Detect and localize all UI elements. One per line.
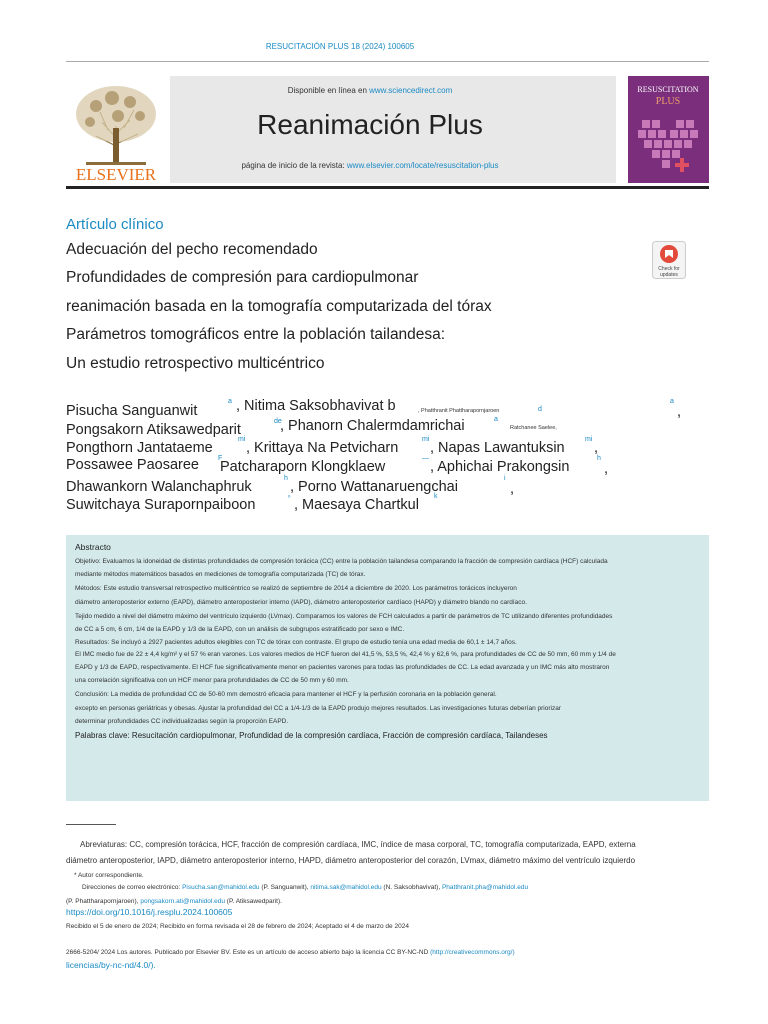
affiliation-marker[interactable]: — (422, 455, 429, 462)
title-line: Profundidades de compresión para cardiopulmonar (66, 269, 419, 286)
title-line: Adecuación del pecho recomendado (66, 241, 318, 258)
abstract-line: determinar profundidades CC individualizadas según la proporción EAPD. (75, 718, 289, 725)
email-line (82, 884, 528, 891)
affiliation-marker[interactable]: mi (585, 436, 593, 443)
available-online (170, 86, 570, 95)
cover-title-2: PLUS (655, 96, 681, 107)
abstract-line: una correlación significativa con un HCF menor para profundidades de CC de 50 mm y 60 mm. (75, 677, 349, 684)
affiliation-marker[interactable]: h (284, 475, 288, 482)
license-line (66, 949, 515, 956)
email-owner: (P. Sanguanwit), (259, 884, 311, 891)
abstract-heading: Abstracto (75, 542, 111, 552)
elsevier-logo (66, 76, 166, 184)
abstract-line: mediante métodos matemáticos basados en mediciones de tomografía computarizada (TC) de tórax. (75, 571, 366, 578)
affiliation-marker[interactable]: h (597, 455, 601, 462)
author-name-small: , Phatthranit Phattharapornjaroen (418, 408, 500, 414)
sciencedirect-link[interactable]: www.sciencedirect.com (369, 86, 453, 95)
license-text: 2666-5204/ 2024 Los autores. Publicado por Elsevier BV. Este es un artículo de acceso abierto bajo la licencia CC BY-NC-ND (66, 949, 431, 956)
abbreviations-line: Abreviaturas: CC, compresión torácica, HCF, fracción de compresión cardíaca, IMC, índice de masa corporal, TC, tomografía computarizada, EAPD, externa (80, 840, 636, 849)
corresponding-author-note: * Autor correspondiente. (74, 872, 144, 879)
doi-link[interactable]: https://doi.org/10.1016/j.resplu.2024.100605 (66, 907, 233, 917)
cover-title-1: RESUSCITATION (637, 85, 699, 94)
header-top-rule (66, 61, 709, 62)
email-owner: (N. Saksobhavivat), (381, 884, 442, 891)
separator: , (604, 461, 609, 477)
affiliation-marker[interactable]: mi (238, 436, 246, 443)
check-for-updates-badge[interactable] (652, 241, 686, 279)
check-updates-label: Check for (658, 266, 680, 272)
email-link[interactable]: pongsakorn.ati@mahidol.edu (140, 898, 225, 905)
email-link[interactable]: nitima.sak@mahidol.edu (310, 884, 382, 891)
homepage-link[interactable]: www.elsevier.com/locate/resuscitation-plus (346, 161, 499, 170)
journal-title: Reanimación Plus (257, 109, 483, 140)
email-prefix: Direcciones de correo electrónico: (82, 884, 183, 891)
abstract-line: Métodos: Este estudio transversal retrospectivo multicéntrico se realizó de septiembre de 2014 a diciembre de 2020. Los parámetros torácicos incluyeron (75, 585, 517, 592)
affiliation-marker[interactable]: d (538, 406, 542, 413)
email-owner: (P. Atiksawedparit). (224, 898, 282, 905)
author-name: Patcharaporn Klongklaew (220, 459, 386, 475)
article-type: Artículo clínico (66, 216, 164, 233)
separator: , (677, 404, 682, 420)
check-updates-label: updates (660, 272, 678, 278)
author-name: Pongsakorn Atiksawedparit (66, 422, 241, 438)
email-link[interactable]: Pisucha.san@mahidol.edu (182, 884, 260, 891)
email-owner: (P. Phattharapornjaroen), (66, 898, 141, 905)
email-link[interactable]: Phatthranit.pha@mahidol.edu (441, 884, 529, 891)
email-line (66, 898, 282, 905)
author-name: Pisucha Sanguanwit (66, 403, 198, 419)
affiliation-marker[interactable]: k (434, 493, 438, 500)
journal-reference: RESUCITACIÓN PLUS 18 (2024) 100605 (265, 42, 415, 51)
title-line: reanimación basada en la tomografía computarizada del tórax (66, 298, 492, 315)
abstract-line: excepto en personas geriátricas y obesas. Ajustar la profundidad del CC a 1/4-1/3 de la EAPD produjo mejores resultados. Las investigaciones futuras deberían priorizar (75, 705, 561, 712)
abstract-line: diámetro anteroposterior externo (EAPD), diámetro anteroposterior interno (IAPD), diámetro anteroposterior cardíaco (HAPD) y diámetro blando no cardíaco. (75, 599, 527, 606)
affiliation-marker[interactable]: mi (422, 436, 430, 443)
affiliation-marker[interactable]: de (274, 418, 282, 425)
abstract-line: EAPD y 1/3 de EAPD, respectivamente. El HCF fue significativamente menor en pacientes varones para todas las profundidades de CC. La edad avanzada y un IMC más alto mostraron (75, 664, 610, 671)
header-bottom-rule (66, 186, 709, 189)
available-prefix: Disponible en línea en (287, 86, 370, 95)
title-line: Un estudio retrospectivo multicéntrico (66, 355, 325, 372)
received-dates: Recibido el 5 de enero de 2024; Recibido en forma revisada el 28 de febrero de 2024; Aceptado el 4 de marzo de 2024 (66, 923, 409, 930)
keywords: Palabras clave: Resucitación cardiopulmonar, Profundidad de la compresión cardíaca, Fracción de compresión cardíaca, Tailandeses (75, 731, 548, 740)
separator: , (594, 440, 599, 456)
author-name: Suwitchaya Surapornpaiboon (66, 497, 256, 513)
footnote-rule (66, 824, 116, 825)
heart-pattern-icon (638, 120, 698, 168)
homepage-prefix: página de inicio de la revista: (241, 161, 347, 170)
author-name: Pongthorn Jantataeme (66, 440, 213, 456)
affiliation-marker[interactable]: a (228, 398, 232, 405)
abstract-line: Objetivo: Evaluamos la idoneidad de distintas profundidades de compresión torácica (CC) entre la población tailandesa comparando la fracción de compresión cardíaca (HCF) calculada (75, 558, 608, 565)
affiliation-marker[interactable]: a (670, 398, 674, 405)
affiliation-marker[interactable]: F (218, 455, 223, 462)
journal-homepage (170, 161, 570, 170)
title-line: Parámetros tomográficos entre la población tailandesa: (66, 326, 446, 343)
author-name: Possawee Paosaree (66, 457, 199, 473)
abstract-line: Conclusión: La medida de profundidad CC de 50-60 mm demostró eficacia para mantener el HCF y la perfusión coronaria en la población general. (75, 691, 497, 698)
elsevier-tree-icon (66, 76, 166, 184)
separator: , (510, 481, 515, 497)
license-link[interactable]: licencias/by-nc-nd/4.0/). (66, 960, 156, 970)
abstract-line: Resultados: Se incluyó a 2927 pacientes adultos elegibles con TC de tórax con contraste. El grupo de estudio tenía una edad media de 60,1 ± 14,7 años. (75, 639, 517, 646)
abbreviations-line: diámetro anteroposterior, IAPD, diámetro anteroposterior interno, HAPD, diámetro anteroposterior del corazón, LVmax, diámetro máximo del ventrículo izquierdo (66, 856, 636, 865)
author-name: , Aphichai Prakongsin (430, 459, 570, 475)
journal-cover (628, 76, 709, 183)
author-name: , Krittaya Na Petvicharn (246, 440, 399, 456)
abstract-line: de CC a 5 cm, 6 cm, 1/4 de la EAPD y 1/3 de la EAPD, con un análisis de subgrupos estratificado por sexo e IMC. (75, 626, 405, 633)
author-name-small: Ratchanee Saelee, (510, 425, 557, 431)
affiliation-marker[interactable]: a (494, 416, 498, 423)
affiliation-marker[interactable]: i (504, 475, 506, 482)
license-link[interactable]: (http://creativecommons.org/) (430, 949, 515, 956)
abstract-line: El IMC medio fue de 22 ± 4,4 kg/m² y el 57 % eran varones. Los valores medios de HCF fueron del 41,5 %, 53,5 %, 42,4 % y 62,6 %, para profundidades de CC de 50 mm, 60 mm y 1/4 de (75, 651, 616, 658)
author-name: Dhawankorn Walanchaphruk (66, 479, 252, 495)
author-name: , Phanorn Chalermdamrichai (280, 418, 465, 434)
abstract-line: Tejido medido a nivel del diámetro máximo del ventrículo izquierdo (LVmax). Comparamos los valores de FCH calculados a partir de parámetros de TC utilizando diferentes profundidades (75, 613, 613, 620)
author-name: , Maesaya Chartkul (294, 497, 419, 513)
author-name: , Napas Lawantuksin (430, 440, 565, 456)
affiliation-marker[interactable]: ⁿ (288, 494, 291, 501)
elsevier-wordmark: ELSEVIER (75, 165, 157, 184)
author-name: , Porno Wattanaruengchai (290, 479, 458, 495)
author-name: , Nitima Saksobhavivat b (236, 398, 396, 414)
